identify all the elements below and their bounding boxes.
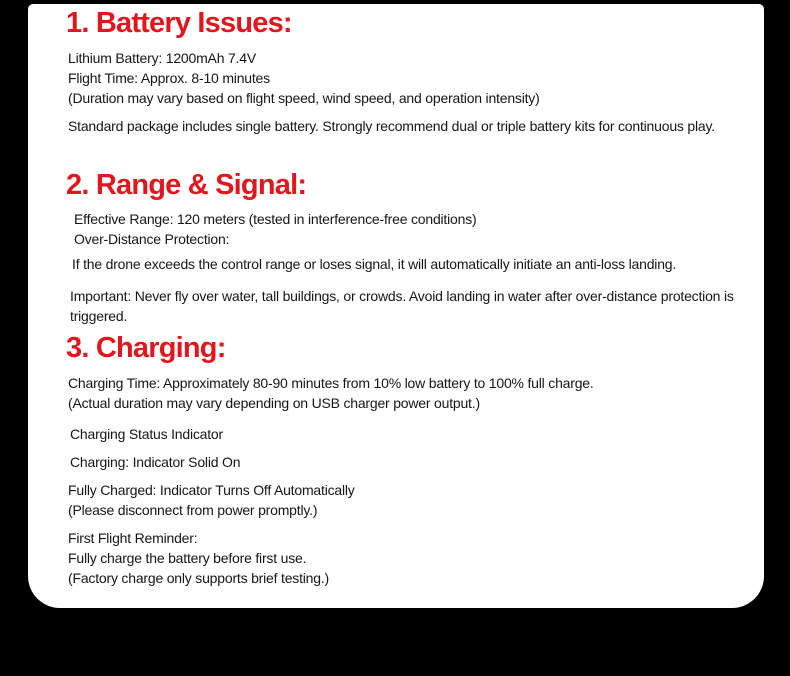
- charging-status-indicator-label: Charging Status Indicator: [70, 426, 223, 442]
- battery-spec-lines: [68, 48, 540, 108]
- range-spec-line: Over-Distance Protection:: [74, 231, 230, 247]
- fully-charged-lines: [68, 480, 355, 520]
- first-flight-line: Fully charge the battery before first use.: [68, 550, 307, 566]
- anti-loss-landing-paragraph: If the drone exceeds the control range or loses signal, it will automatically initiate an anti-loss landing.: [72, 256, 677, 272]
- battery-recommendation-paragraph: Standard package includes single battery. Strongly recommend dual or triple battery kits for continuous play.: [68, 118, 715, 134]
- battery-spec-line: Flight Time: Approx. 8-10 minutes: [68, 70, 270, 86]
- range-spec-lines: [74, 209, 476, 249]
- fully-charged-line: (Please disconnect from power promptly.): [68, 502, 318, 518]
- first-flight-reminder-lines: [68, 528, 329, 588]
- info-card: [28, 4, 764, 608]
- battery-spec-line: Lithium Battery: 1200mAh 7.4V: [68, 50, 256, 66]
- important-warning-paragraph: Important: Never fly over water, tall buildings, or crowds. Avoid landing in water after over-distance protection is triggered.: [70, 288, 734, 324]
- charging-solid-on-line: Charging: Indicator Solid On: [70, 454, 241, 470]
- first-flight-line: (Factory charge only supports brief testing.): [68, 570, 330, 586]
- charging-time-line: Charging Time: Approximately 80-90 minutes from 10% low battery to 100% full charge.: [68, 375, 594, 391]
- fully-charged-line: Fully Charged: Indicator Turns Off Automatically: [68, 482, 355, 498]
- charging-time-lines: [68, 373, 594, 413]
- section-heading-range-signal: 2. Range & Signal:: [66, 169, 307, 201]
- range-spec-line: Effective Range: 120 meters (tested in interference-free conditions): [74, 211, 477, 227]
- first-flight-line: First Flight Reminder:: [68, 530, 198, 546]
- charging-time-line: (Actual duration may vary depending on USB charger power output.): [68, 395, 480, 411]
- battery-spec-line: (Duration may vary based on flight speed, wind speed, and operation intensity): [68, 90, 540, 106]
- section-heading-battery-issues: 1. Battery Issues:: [66, 7, 292, 39]
- section-heading-charging: 3. Charging:: [66, 332, 226, 364]
